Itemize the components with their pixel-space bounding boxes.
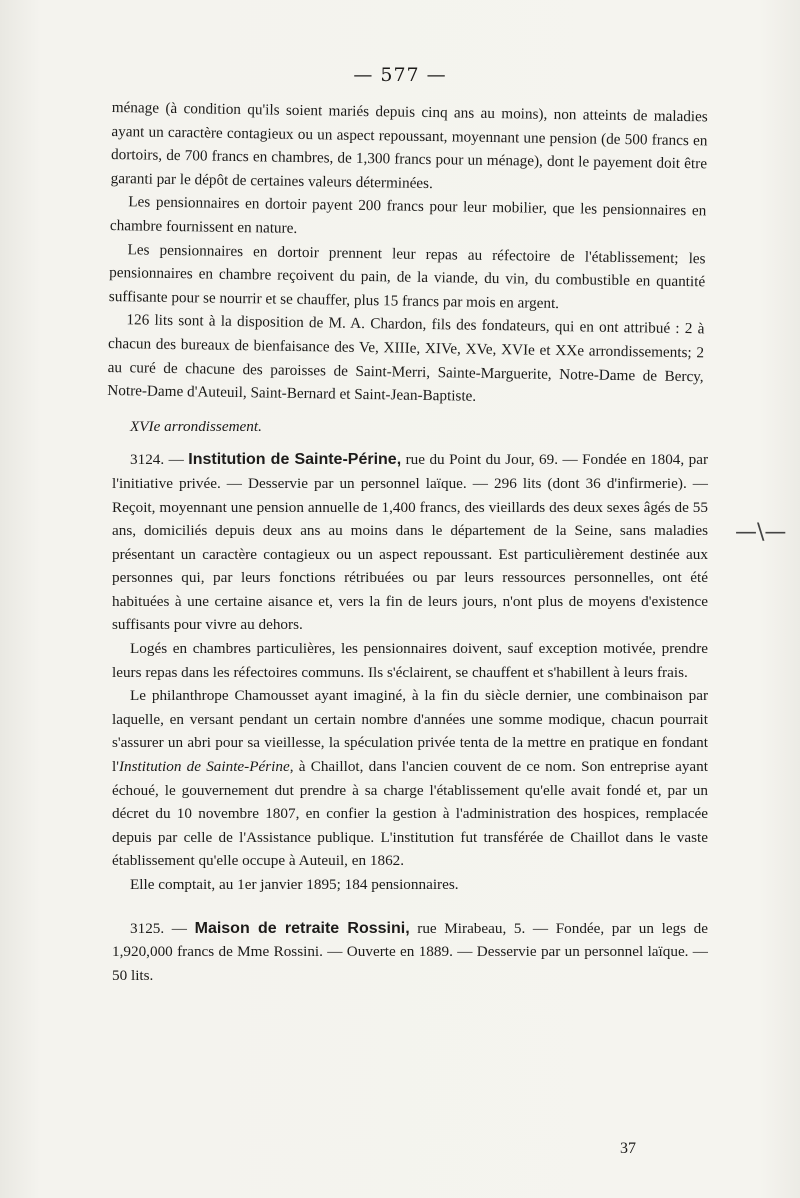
entry-3124-p3-start: Le philanthrope Chamousset ayant imaginé, à la fin du siècle dernier, une combinaison par laquelle, en versant pendant un certain nombre d'années une somme modique, chacun pourrait s'assurer un abri pour sa vieillesse, la spéculation privée tenta de la mettre en pratique en fondant l' xyxy=(112,687,708,776)
entry-3124-intro: rue du Point du Jour, 69. — Fondée en 1804, par l'initiative privée. — Desservie par un personnel laïque. — 296 lits (dont 36 d'infirmerie). — Reçoit, moyennant une pension annuelle de 1,400 francs, des vieillards des deux sexes âgés de 55 ans, domiciliés depuis deux ans au moins dans le département de la Seine, sans maladies présentant un caractère contagieux ou un aspect repoussant. Est particulièrement destinée aux personnes qui, par leurs fonctions rétribuées ou par leurs ressources personnelles, ont été habituées à une certaine aisance et, vers la fin de leurs jours, n'ont plus de moyens d'existence suffisants pour vivre au dehors. xyxy=(112,451,709,634)
entry-3124-p3-italic: Institution de Sainte-Périne xyxy=(118,758,290,776)
page-number: — 577 — xyxy=(353,64,447,86)
entry-3125-text: rue Mirabeau, 5. — Fondée, par un legs de 1,920,000 francs de Mme Rossini. — Ouverte en 1889. — Desservie par un personnel laïque. — 50 lits. xyxy=(112,919,709,984)
page-body xyxy=(107,96,709,987)
entry-3124-paragraph-3 xyxy=(112,684,708,873)
entry-3124-title: Institution de Sainte-Périne, xyxy=(188,451,402,469)
margin-annotation-mark: —\— xyxy=(735,520,787,545)
entry-3125-number: 3125. — xyxy=(130,919,187,937)
entry-3125 xyxy=(112,917,708,988)
paragraph-menage: ménage (à condition qu'ils soient mariés depuis cinq ans au moins), non atteints de maladies ayant un caractère contagieux ou un aspect repoussant, moyennant une pension (de 500 francs en dortoirs, de 700 francs en chambres, de 1,300 francs pour un ménage), dont le payement doit être garanti par le dépôt de certaines valeurs déterminées. xyxy=(110,98,708,192)
entry-3125-title: Maison de retraite Rossini, xyxy=(194,919,410,937)
paragraph-repas: Les pensionnaires en dortoir prennent leur repas au réfectoire de l'établissement; les pensionnaires en chambre reçoivent du pain, de la viande, du vin, du combustible en quantité suffisante pour se nourrir et se chauffer, plus 15 francs par mois en argent. xyxy=(108,240,706,312)
signature-mark: 37 xyxy=(620,1140,636,1157)
continuation-block xyxy=(107,96,708,412)
entry-3124-paragraph-2: Logés en chambres particulières, les pensionnaires doivent, sauf exception motivée, prendre leurs repas dans les réfectoires communs. Ils s'éclairent, se chauffent et s'habillent à leurs frais. xyxy=(112,640,708,681)
paragraph-lits: 126 lits sont à la disposition de M. A. Chardon, fils des fondateurs, qui en ont attribué : 2 à chacun des bureaux de bienfaisance des Ve, XIIIe, XIVe, XVe, XVIe et XXe arrondissements; 2 au curé de chacune des paroisses de Saint-Merri, Sainte-Marguerite, Notre-Dame de Bercy, Notre-Dame d'Auteuil, Saint-Bernard et Saint-Jean-Baptiste. xyxy=(107,311,705,405)
entry-3124 xyxy=(112,448,708,637)
entry-3124-p3-end: , à Chaillot, dans l'ancien couvent de ce nom. Son entreprise ayant échoué, le gouvernement dut prendre à sa charge l'établissement qu'elle avait fondé et, par un décret du 10 novembre 1807, en confier la gestion à l'administration des hospices, remplacée depuis par celle de l'Assistance publique. L'institution fut transférée de Chaillot dans le vaste établissement qu'elle occupe à Auteuil, en 1862. xyxy=(112,758,708,870)
section-heading: XVIe arrondissement. xyxy=(130,417,262,435)
entry-3124-number: 3124. — xyxy=(130,451,184,469)
entry-3124-paragraph-4: Elle comptait, au 1er janvier 1895; 184 pensionnaires. xyxy=(130,876,459,893)
paragraph-mobilier: Les pensionnaires en dortoir payent 200 francs pour leur mobilier, que les pensionnaires en chambre fournissent en nature. xyxy=(109,193,707,237)
